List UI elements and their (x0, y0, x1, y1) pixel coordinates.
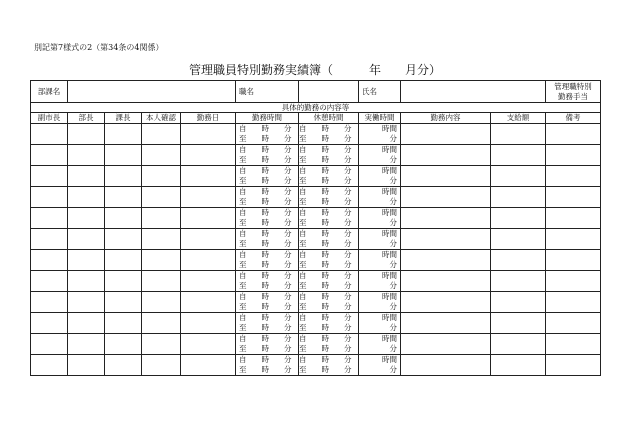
actual-hours-cell[interactable] (359, 271, 401, 292)
remarks-cell[interactable] (546, 145, 601, 166)
to-time-label: 至 時 分 (299, 260, 352, 269)
payment-cell[interactable] (491, 292, 546, 313)
header-info-row (31, 81, 601, 103)
remarks-cell[interactable] (546, 334, 601, 355)
work-hours-cell[interactable] (236, 313, 299, 334)
from-time-label: 自 時 分 (239, 124, 292, 133)
remarks-cell[interactable] (546, 166, 601, 187)
from-time-label: 自 時 分 (239, 292, 292, 301)
col-payment: 支給額 (491, 113, 546, 124)
record-table (30, 80, 601, 376)
payment-cell[interactable] (491, 187, 546, 208)
self-check-stamp-cell[interactable] (142, 250, 181, 271)
name-field[interactable] (401, 81, 546, 103)
from-time-label: 自 時 分 (299, 271, 352, 280)
work-date-cell[interactable] (181, 145, 236, 166)
minutes-label: 分 (389, 344, 397, 353)
minutes-label: 分 (389, 302, 397, 311)
director-stamp-cell[interactable] (68, 334, 105, 355)
col-work-content: 勤務内容 (401, 113, 491, 124)
director-stamp-cell[interactable] (68, 313, 105, 334)
payment-cell[interactable] (491, 313, 546, 334)
work-content-cell[interactable] (401, 334, 491, 355)
to-time-label: 至 時 分 (299, 218, 352, 227)
minutes-label: 分 (389, 218, 397, 227)
to-time-label: 至 時 分 (299, 344, 352, 353)
work-content-cell[interactable] (401, 145, 491, 166)
work-date-cell[interactable] (181, 166, 236, 187)
work-hours-cell[interactable] (236, 187, 299, 208)
record-row (31, 229, 601, 250)
hours-label: 時間 (382, 355, 397, 364)
break-hours-cell[interactable] (299, 250, 359, 271)
record-row (31, 313, 601, 334)
work-hours-cell[interactable] (236, 355, 299, 376)
name-label: 氏名 (359, 81, 401, 103)
work-date-cell[interactable] (181, 334, 236, 355)
remarks-cell[interactable] (546, 250, 601, 271)
break-hours-cell[interactable] (299, 145, 359, 166)
payment-cell[interactable] (491, 229, 546, 250)
record-row (31, 166, 601, 187)
work-date-cell[interactable] (181, 187, 236, 208)
record-row (31, 145, 601, 166)
work-hours-cell[interactable] (236, 334, 299, 355)
work-hours-cell[interactable] (236, 124, 299, 145)
minutes-label: 分 (389, 155, 397, 164)
to-time-label: 至 時 分 (299, 197, 352, 206)
break-hours-cell[interactable] (299, 292, 359, 313)
section-label: 具体的勤務の内容等 (31, 103, 601, 113)
work-hours-cell[interactable] (236, 145, 299, 166)
col-section-chief: 課長 (105, 113, 142, 124)
vice-mayor-stamp-cell[interactable] (31, 292, 68, 313)
work-hours-cell[interactable] (236, 250, 299, 271)
payment-cell[interactable] (491, 250, 546, 271)
from-time-label: 自 時 分 (299, 166, 352, 175)
self-check-stamp-cell[interactable] (142, 292, 181, 313)
director-stamp-cell[interactable] (68, 145, 105, 166)
minutes-label: 分 (389, 197, 397, 206)
section-chief-stamp-cell[interactable] (105, 250, 142, 271)
vice-mayor-stamp-cell[interactable] (31, 124, 68, 145)
col-work-date: 勤務日 (181, 113, 236, 124)
remarks-cell[interactable] (546, 208, 601, 229)
col-vice-mayor: 副市長 (31, 113, 68, 124)
col-remarks: 備考 (546, 113, 601, 124)
work-hours-cell[interactable] (236, 208, 299, 229)
to-time-label: 至 時 分 (239, 176, 292, 185)
from-time-label: 自 時 分 (239, 250, 292, 259)
remarks-cell[interactable] (546, 229, 601, 250)
from-time-label: 自 時 分 (299, 229, 352, 238)
hours-label: 時間 (382, 145, 397, 154)
col-break-hours: 休憩時間 (299, 113, 359, 124)
to-time-label: 至 時 分 (239, 260, 292, 269)
record-row (31, 250, 601, 271)
from-time-label: 自 時 分 (299, 334, 352, 343)
section-chief-stamp-cell[interactable] (105, 271, 142, 292)
payment-cell[interactable] (491, 145, 546, 166)
section-chief-stamp-cell[interactable] (105, 355, 142, 376)
from-time-label: 自 時 分 (299, 313, 352, 322)
work-content-cell[interactable] (401, 355, 491, 376)
actual-hours-cell[interactable] (359, 166, 401, 187)
work-hours-cell[interactable] (236, 271, 299, 292)
to-time-label: 至 時 分 (239, 323, 292, 332)
minutes-label: 分 (389, 176, 397, 185)
vice-mayor-stamp-cell[interactable] (31, 355, 68, 376)
payment-cell[interactable] (491, 124, 546, 145)
record-row (31, 271, 601, 292)
payment-cell[interactable] (491, 271, 546, 292)
break-hours-cell[interactable] (299, 313, 359, 334)
to-time-label: 至 時 分 (239, 197, 292, 206)
dept-label: 部課名 (31, 81, 68, 103)
minutes-label: 分 (389, 281, 397, 290)
hours-label: 時間 (382, 250, 397, 259)
section-chief-stamp-cell[interactable] (105, 145, 142, 166)
from-time-label: 自 時 分 (299, 124, 352, 133)
hours-label: 時間 (382, 187, 397, 196)
to-time-label: 至 時 分 (239, 344, 292, 353)
from-time-label: 自 時 分 (239, 166, 292, 175)
director-stamp-cell[interactable] (68, 229, 105, 250)
from-time-label: 自 時 分 (239, 313, 292, 322)
director-stamp-cell[interactable] (68, 187, 105, 208)
post-label: 職名 (236, 81, 299, 103)
break-hours-cell[interactable] (299, 208, 359, 229)
remarks-cell[interactable] (546, 271, 601, 292)
director-stamp-cell[interactable] (68, 124, 105, 145)
to-time-label: 至 時 分 (299, 155, 352, 164)
vice-mayor-stamp-cell[interactable] (31, 187, 68, 208)
page-title: 管理職員特別勤務実績簿（ 年 月分） (188, 63, 441, 77)
actual-hours-cell[interactable] (359, 187, 401, 208)
work-date-cell[interactable] (181, 292, 236, 313)
to-time-label: 至 時 分 (239, 365, 292, 374)
from-time-label: 自 時 分 (299, 145, 352, 154)
section-chief-stamp-cell[interactable] (105, 292, 142, 313)
col-work-hours: 勤務時間 (236, 113, 299, 124)
to-time-label: 至 時 分 (239, 155, 292, 164)
minutes-label: 分 (389, 365, 397, 374)
work-date-cell[interactable] (181, 250, 236, 271)
from-time-label: 自 時 分 (299, 187, 352, 196)
director-stamp-cell[interactable] (68, 271, 105, 292)
section-chief-stamp-cell[interactable] (105, 187, 142, 208)
vice-mayor-stamp-cell[interactable] (31, 208, 68, 229)
work-content-cell[interactable] (401, 313, 491, 334)
actual-hours-cell[interactable] (359, 145, 401, 166)
minutes-label: 分 (389, 134, 397, 143)
to-time-label: 至 時 分 (299, 239, 352, 248)
allowance-label (546, 81, 601, 103)
payment-cell[interactable] (491, 355, 546, 376)
to-time-label: 至 時 分 (299, 281, 352, 290)
work-content-cell[interactable] (401, 166, 491, 187)
work-hours-cell[interactable] (236, 166, 299, 187)
self-check-stamp-cell[interactable] (142, 187, 181, 208)
to-time-label: 至 時 分 (239, 302, 292, 311)
director-stamp-cell[interactable] (68, 250, 105, 271)
actual-hours-cell[interactable] (359, 355, 401, 376)
section-chief-stamp-cell[interactable] (105, 313, 142, 334)
hours-label: 時間 (382, 313, 397, 322)
vice-mayor-stamp-cell[interactable] (31, 334, 68, 355)
work-date-cell[interactable] (181, 313, 236, 334)
self-check-stamp-cell[interactable] (142, 355, 181, 376)
self-check-stamp-cell[interactable] (142, 229, 181, 250)
work-hours-cell[interactable] (236, 292, 299, 313)
column-header-row (31, 113, 601, 124)
from-time-label: 自 時 分 (299, 292, 352, 301)
vice-mayor-stamp-cell[interactable] (31, 313, 68, 334)
col-actual-hours: 実働時間 (359, 113, 401, 124)
work-date-cell[interactable] (181, 124, 236, 145)
work-date-cell[interactable] (181, 208, 236, 229)
from-time-label: 自 時 分 (239, 187, 292, 196)
break-hours-cell[interactable] (299, 334, 359, 355)
col-director: 部長 (68, 113, 105, 124)
work-content-cell[interactable] (401, 250, 491, 271)
work-content-cell[interactable] (401, 187, 491, 208)
work-content-cell[interactable] (401, 292, 491, 313)
from-time-label: 自 時 分 (299, 355, 352, 364)
self-check-stamp-cell[interactable] (142, 166, 181, 187)
allowance-label-line-2: 勤務手当 (558, 91, 588, 101)
self-check-stamp-cell[interactable] (142, 271, 181, 292)
record-row (31, 187, 601, 208)
payment-cell[interactable] (491, 334, 546, 355)
allowance-label-line-1: 管理職特別 (554, 82, 592, 91)
from-time-label: 自 時 分 (239, 229, 292, 238)
work-date-cell[interactable] (181, 355, 236, 376)
payment-cell[interactable] (491, 166, 546, 187)
actual-hours-cell[interactable] (359, 292, 401, 313)
from-time-label: 自 時 分 (299, 250, 352, 259)
hours-label: 時間 (382, 229, 397, 238)
remarks-cell[interactable] (546, 187, 601, 208)
record-row (31, 124, 601, 145)
to-time-label: 至 時 分 (299, 176, 352, 185)
form-number-note: 別記第7様式の2（第34条の4関係） (34, 43, 164, 52)
remarks-cell[interactable] (546, 292, 601, 313)
to-time-label: 至 時 分 (239, 281, 292, 290)
vice-mayor-stamp-cell[interactable] (31, 229, 68, 250)
to-time-label: 至 時 分 (239, 134, 292, 143)
work-date-cell[interactable] (181, 271, 236, 292)
to-time-label: 至 時 分 (239, 218, 292, 227)
remarks-cell[interactable] (546, 355, 601, 376)
dept-field[interactable] (68, 81, 236, 103)
section-chief-stamp-cell[interactable] (105, 208, 142, 229)
to-time-label: 至 時 分 (299, 365, 352, 374)
remarks-cell[interactable] (546, 313, 601, 334)
remarks-cell[interactable] (546, 124, 601, 145)
to-time-label: 至 時 分 (299, 302, 352, 311)
record-row (31, 292, 601, 313)
record-row (31, 208, 601, 229)
post-field[interactable] (299, 81, 359, 103)
actual-hours-cell[interactable] (359, 250, 401, 271)
director-stamp-cell[interactable] (68, 292, 105, 313)
record-row (31, 334, 601, 355)
from-time-label: 自 時 分 (239, 271, 292, 280)
break-hours-cell[interactable] (299, 271, 359, 292)
to-time-label: 至 時 分 (299, 134, 352, 143)
break-hours-cell[interactable] (299, 166, 359, 187)
break-hours-cell[interactable] (299, 229, 359, 250)
vice-mayor-stamp-cell[interactable] (31, 145, 68, 166)
actual-hours-cell[interactable] (359, 124, 401, 145)
from-time-label: 自 時 分 (299, 208, 352, 217)
work-content-cell[interactable] (401, 229, 491, 250)
record-row (31, 355, 601, 376)
hours-label: 時間 (382, 124, 397, 133)
hours-label: 時間 (382, 166, 397, 175)
section-chief-stamp-cell[interactable] (105, 166, 142, 187)
actual-hours-cell[interactable] (359, 313, 401, 334)
minutes-label: 分 (389, 260, 397, 269)
col-self-check: 本人確認 (142, 113, 181, 124)
minutes-label: 分 (389, 239, 397, 248)
hours-label: 時間 (382, 334, 397, 343)
break-hours-cell[interactable] (299, 355, 359, 376)
payment-cell[interactable] (491, 208, 546, 229)
actual-hours-cell[interactable] (359, 334, 401, 355)
to-time-label: 至 時 分 (239, 239, 292, 248)
break-hours-cell[interactable] (299, 187, 359, 208)
director-stamp-cell[interactable] (68, 208, 105, 229)
work-content-cell[interactable] (401, 271, 491, 292)
break-hours-cell[interactable] (299, 124, 359, 145)
work-content-cell[interactable] (401, 208, 491, 229)
hours-label: 時間 (382, 208, 397, 217)
from-time-label: 自 時 分 (239, 145, 292, 154)
from-time-label: 自 時 分 (239, 355, 292, 364)
self-check-stamp-cell[interactable] (142, 124, 181, 145)
self-check-stamp-cell[interactable] (142, 145, 181, 166)
to-time-label: 至 時 分 (299, 323, 352, 332)
hours-label: 時間 (382, 292, 397, 301)
actual-hours-cell[interactable] (359, 208, 401, 229)
work-date-cell[interactable] (181, 229, 236, 250)
section-chief-stamp-cell[interactable] (105, 124, 142, 145)
self-check-stamp-cell[interactable] (142, 313, 181, 334)
from-time-label: 自 時 分 (239, 208, 292, 217)
vice-mayor-stamp-cell[interactable] (31, 250, 68, 271)
section-row (31, 103, 601, 113)
director-stamp-cell[interactable] (68, 166, 105, 187)
work-content-cell[interactable] (401, 124, 491, 145)
minutes-label: 分 (389, 323, 397, 332)
actual-hours-cell[interactable] (359, 229, 401, 250)
vice-mayor-stamp-cell[interactable] (31, 166, 68, 187)
director-stamp-cell[interactable] (68, 355, 105, 376)
hours-label: 時間 (382, 271, 397, 280)
self-check-stamp-cell[interactable] (142, 334, 181, 355)
vice-mayor-stamp-cell[interactable] (31, 271, 68, 292)
from-time-label: 自 時 分 (239, 334, 292, 343)
section-chief-stamp-cell[interactable] (105, 229, 142, 250)
work-hours-cell[interactable] (236, 229, 299, 250)
self-check-stamp-cell[interactable] (142, 208, 181, 229)
section-chief-stamp-cell[interactable] (105, 334, 142, 355)
